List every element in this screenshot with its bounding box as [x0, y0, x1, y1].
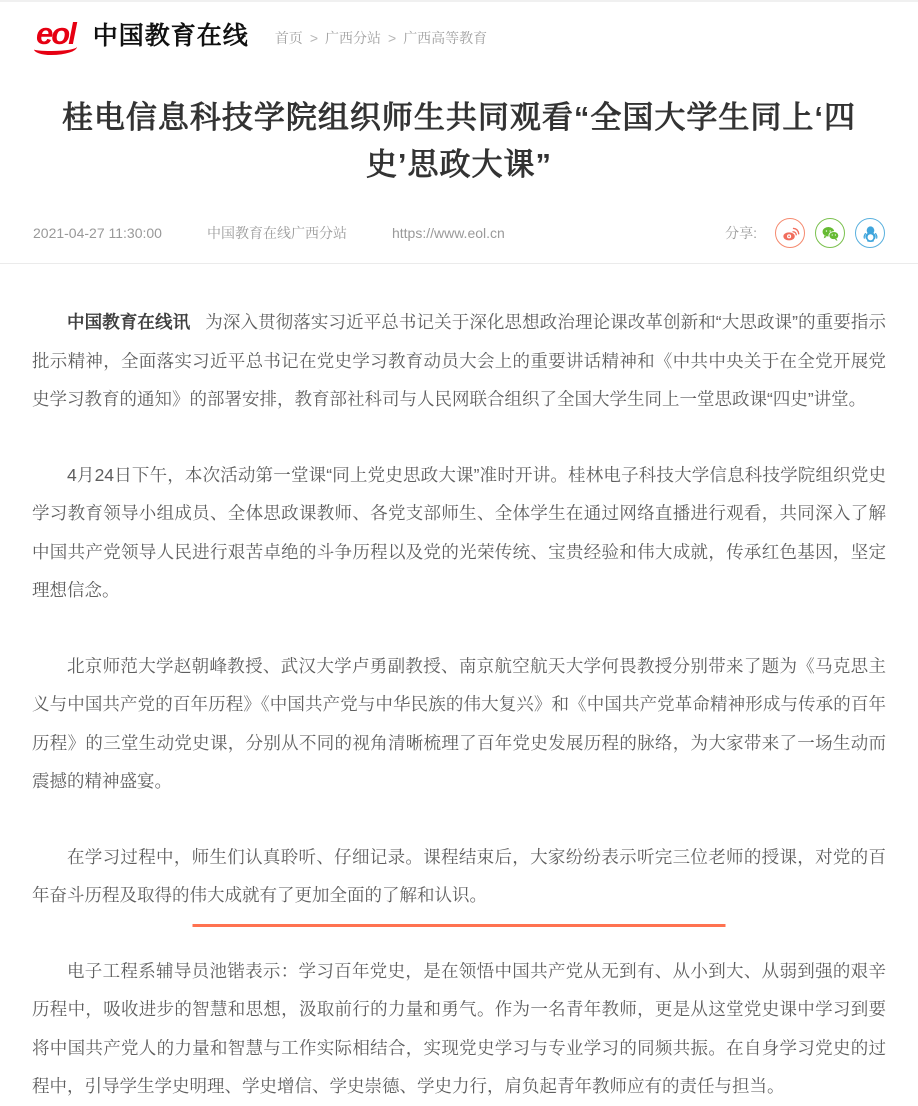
- eol-logo-icon: eol: [36, 18, 83, 49]
- article-meta-row: [0, 218, 918, 248]
- site-logo-text: 中国教育在线: [92, 22, 249, 50]
- site-logo[interactable]: [36, 16, 249, 52]
- paragraph-lead: 中国教育在线讯: [67, 312, 191, 332]
- paragraph-text: 在学习过程中，师生们认真聆听、仔细记录。课程结束后，大家纷纷表示听完三位老师的授课，对党的百年奋斗历程及取得的伟大成就有了更加全面的了解和认识。: [32, 846, 886, 905]
- paragraph-text: 为深入贯彻落实习近平总书记关于深化思想政治理论课改革创新和“大思政课”的重要指示批示精神，全面落实习近平总书记在党史学习教育动员大会上的重要讲话精神和《中共中央关于在全党开展党史学习教育的通知》的部署安排，教育部社科司与人民网联合组织了全国大学生同上一堂思政课“四史”讲堂。: [32, 312, 887, 409]
- breadcrumb-separator: >: [309, 30, 318, 46]
- qq-share-button[interactable]: [855, 218, 885, 248]
- article-paragraph-5: [32, 952, 886, 1106]
- breadcrumb: [275, 20, 487, 48]
- paragraph-text: 电子工程系辅导员池锴表示：学习百年党史，是在领悟中国共产党从无到有、从小到大、从弱到强的艰辛历程中，吸收进步的智慧和思想，汲取前行的力量和勇气。作为一名青年教师，更是从这堂党史课中学习到要将中国共产党人的力量和智慧与工作实际相结合，实现党史学习与专业学习的同频共振。在自身学习党史的过程中，引导学生学史明理、学史增信、学史崇德、学史力行，肩负起青年教师应有的责任与担当。: [32, 960, 886, 1096]
- article-paragraph-2: [32, 456, 886, 610]
- wechat-share-button[interactable]: [815, 218, 845, 248]
- article-paragraph-4: [32, 838, 886, 915]
- weibo-share-button[interactable]: [775, 218, 805, 248]
- share-label: 分享:: [725, 225, 757, 241]
- share-bar: [725, 218, 885, 248]
- article-main: [0, 94, 918, 1106]
- publish-datetime: 2021-04-27 11:30:00: [33, 225, 162, 241]
- qq-icon: [861, 224, 880, 243]
- article-source-url[interactable]: https://www.eol.cn: [391, 225, 505, 241]
- article-body: [0, 264, 918, 1106]
- article-source: 中国教育在线广西分站: [206, 225, 347, 241]
- paragraph-text: 北京师范大学赵朝峰教授、武汉大学卢勇副教授、南京航空航天大学何畏教授分别带来了题为《马克思主义与中国共产党的百年历程》《中国共产党与中华民族的伟大复兴》和《中国共产党革命精神形成与传承的百年历程》的三堂生动党史课，分别从不同的视角清晰梳理了百年党史发展历程的脉络，为大家带来了一场生动而震撼的精神盛宴。: [32, 655, 886, 791]
- breadcrumb-home[interactable]: 首页: [274, 30, 303, 46]
- breadcrumb-guangxi-branch[interactable]: 广西分站: [325, 30, 381, 46]
- weibo-icon: [781, 224, 800, 243]
- article-paragraph-3: [32, 647, 886, 801]
- breadcrumb-separator: >: [388, 30, 397, 46]
- paragraph-text: 4月24日下午，本次活动第一堂课“同上党史思政大课”准时开讲。桂林电子科技大学信息科技学院组织党史学习教育领导小组成员、全体思政课教师、各党支部师生、全体学生在通过网络直播进行观看，共同深入了解中国共产党领导人民进行艰苦卓绝的斗争历程以及党的光荣传统、宝贵经验和伟大成就，传承红色基因，坚定理想信念。: [32, 464, 886, 600]
- wechat-icon: [821, 224, 840, 243]
- breadcrumb-guangxi-higher-edu[interactable]: 广西高等教育: [403, 30, 488, 46]
- article-paragraph-1: [32, 303, 886, 419]
- site-header: [0, 2, 918, 54]
- article-title: 桂电信息科技学院组织师生共同观看“全国大学生同上‘四史’思政大课”: [61, 100, 857, 182]
